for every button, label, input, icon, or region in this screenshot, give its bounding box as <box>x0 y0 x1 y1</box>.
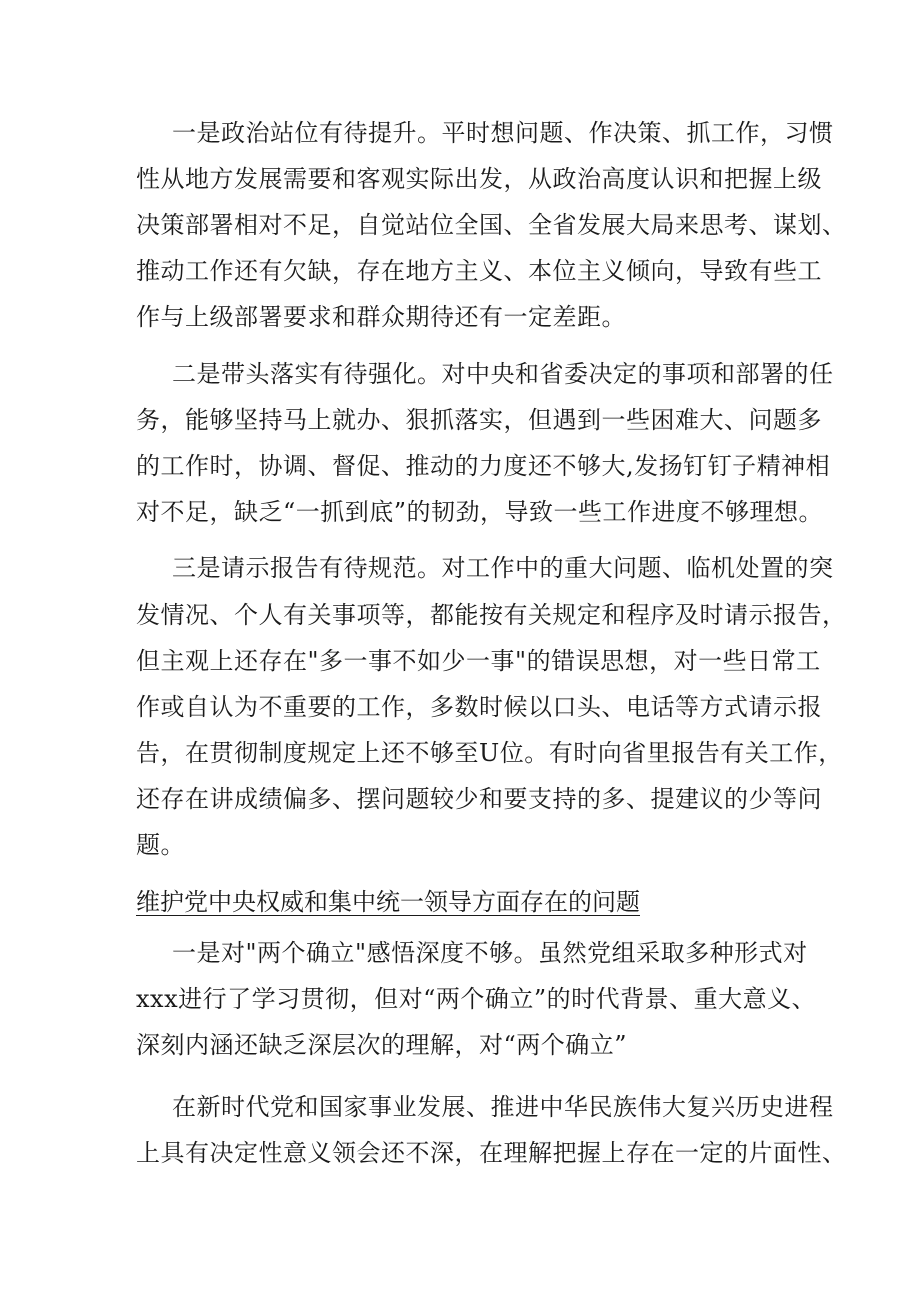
text-line: 对不足，缺乏“一抓到底”的韧劲，导致一些工作进度不够理想。 <box>136 498 824 526</box>
text-line: xxx进行了学习贯彻，但对“两个确立”的时代背景、重大意义、 <box>136 985 817 1013</box>
text-line: 一是对"两个确立"感悟深度不够。虽然党组采取多种形式对 <box>172 939 808 967</box>
text-line: 一是政治站位有待提升。平时想问题、作决策、抓工作，习惯 <box>172 119 834 147</box>
text-line: 的工作时，协调、督促、推动的力度还不够大,发扬钉钉子精神相 <box>136 452 831 480</box>
text-line: 性从地方发展需要和客观实际出发，从政治高度认识和把握上级 <box>136 165 822 193</box>
text-line: 发情况、个人有关事项等，都能按有关规定和程序及时请示报告， <box>136 601 847 629</box>
text-line: 在新时代党和国家事业发展、推进中华民族伟大复兴历史进程 <box>172 1093 834 1121</box>
text-line: 作或自认为不重要的工作，多数时候以口头、电话等方式请示报 <box>136 693 822 721</box>
text-line: 务，能够坚持马上就办、狠抓落实，但遇到一些困难大、问题多 <box>136 406 822 434</box>
text-line: 上具有决定性意义领会还不深，在理解把握上存在一定的片面性、 <box>136 1139 847 1167</box>
text-line: 告，在贯彻制度规定上还不够至U位。有时向省里报告有关工作， <box>136 739 843 767</box>
text-line: 深刻内涵还缺乏深层次的理解，对“两个确立” <box>136 1031 628 1059</box>
text-line: 决策部署相对不足，自觉站位全国、全省发展大局来思考、谋划、 <box>136 211 847 239</box>
text-line: 还存在讲成绩偏多、摆问题较少和要支持的多、提建议的少等问 <box>136 785 822 813</box>
text-line: 但主观上还存在"多一事不如少一事"的错误思想，对一些日常工 <box>136 647 821 675</box>
text-line: 作与上级部署要求和群众期待还有一定差距。 <box>136 303 626 331</box>
text-line: 二是带头落实有待强化。对中央和省委决定的事项和部署的任 <box>172 360 834 388</box>
text-line: 题。 <box>136 831 185 859</box>
text-line: 推动工作还有欠缺，存在地方主义、本位主义倾向，导致有些工 <box>136 257 822 285</box>
text-line: 三是请示报告有待规范。对工作中的重大问题、临机处置的突 <box>172 554 834 582</box>
section-heading: 维护党中央权威和集中统一领导方面存在的问题 <box>136 888 640 916</box>
